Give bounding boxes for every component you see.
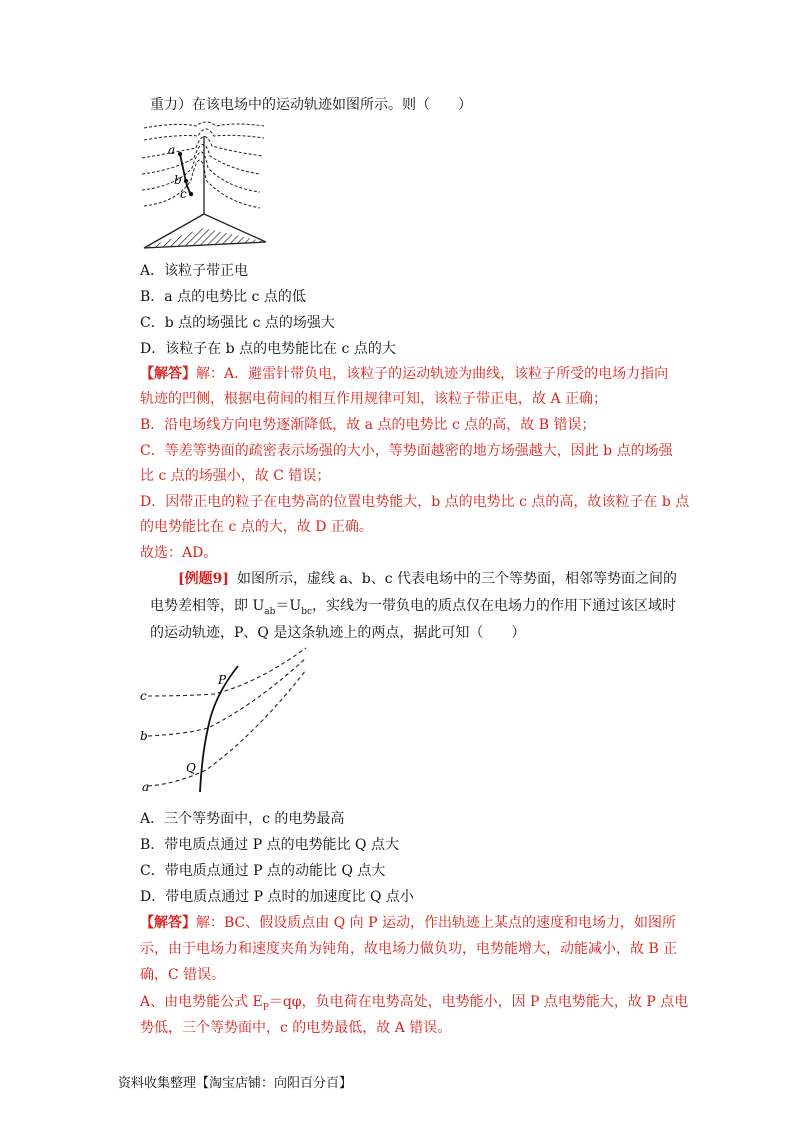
subscript-ab: ab (264, 606, 276, 617)
q9-answer-line-3: 确，C 错误。 (140, 967, 226, 983)
q8-answer-line-7: 的电势能比在 c 点的大，故 D 正确。 (140, 519, 373, 535)
q8-option-c: C．b 点的场强比 c 点的场强大 (140, 315, 335, 331)
q8-answer-line-8: 故选：AD。 (140, 545, 218, 561)
equipotential-b (148, 658, 306, 736)
q9-stem-line-1 (178, 570, 677, 588)
q8-option-d: D．该粒子在 b 点的电势能比在 c 点的大 (140, 341, 396, 357)
label-P: P (218, 673, 227, 687)
equipotential-line (144, 160, 260, 208)
q9-tag: [例题9] (178, 571, 229, 587)
label-a: a (142, 780, 150, 794)
lightning-rod-figure (136, 118, 272, 252)
answer-text: 解：BC、假设质点由 Q 向 P 运动，作出轨迹上某点的速度和电场力，如图所 (196, 915, 676, 931)
q9-stem-line-3: 的运动轨迹，P、Q 是这条轨迹上的两点，据此可知（ ） (150, 625, 526, 641)
answer-tag: 【解答】 (140, 366, 196, 382)
point-a (178, 152, 182, 156)
answer-tag: 【解答】 (140, 915, 196, 931)
answer-text: ＝qφ，负电荷在电势高处，电势能小，因 P 点电势能大，故 P 点电 (268, 994, 689, 1010)
q9-stem-text: 如图所示，虚线 a、b、c 代表电场中的三个等势面，相邻等势面之间的 (237, 571, 678, 587)
q9-answer-line-4 (140, 993, 688, 1011)
q9-option-d: D．带电质点通过 P 点时的加速度比 Q 点小 (140, 889, 414, 905)
point-c (189, 192, 193, 196)
equipotential-figure (136, 644, 316, 796)
q8-answer-line-1 (140, 365, 668, 383)
q9-option-a: A．三个等势面中，c 的电势最高 (140, 811, 345, 827)
equipotential-line (144, 122, 264, 128)
subscript-p: P (262, 1002, 269, 1013)
footer-note: 资料收集整理【淘宝店铺：向阳百分百】 (118, 1076, 353, 1091)
q9-option-b: B．带电质点通过 P 点的电势能比 Q 点大 (140, 837, 399, 853)
point-b (184, 179, 188, 183)
q9-answer-line-1 (140, 914, 676, 932)
equipotential-c (148, 648, 306, 696)
q8-stem-tail: 重力）在该电场中的运动轨迹如图所示。则（ ） (150, 97, 472, 113)
q8-answer-line-4: C．等差等势面的疏密表示场强的大小，等势面越密的地方场强越大，因此 b 点的场强 (140, 443, 673, 459)
q9-answer-line-5: 势低，三个等势面中，c 的电势最低，故 A 错误。 (140, 1020, 452, 1036)
label-b: b (174, 173, 182, 187)
label-c: c (140, 689, 147, 703)
stem-part: 电势差相等，即 U (150, 598, 265, 614)
q8-answer-line-5: 比 c 点的场强小，故 C 错误； (140, 468, 331, 484)
equipotential-a (148, 670, 306, 786)
q8-option-a: A．该粒子带正电 (140, 263, 249, 279)
answer-text: A、由电势能公式 E (140, 994, 263, 1010)
q8-answer-line-2: 轨迹的凹侧，根据电荷间的相互作用规律可知，该粒子带正电，故 A 正确； (140, 391, 608, 407)
equipotential-line (142, 152, 260, 192)
label-b: b (140, 729, 148, 743)
q9-option-c: C．带电质点通过 P 点的动能比 Q 点大 (140, 863, 386, 879)
label-a: a (168, 143, 176, 157)
stem-part: ＝U (275, 598, 302, 614)
q8-answer-line-3: B．沿电场线方向电势逐渐降低，故 a 点的电势比 c 点的高，故 B 错误； (140, 417, 596, 433)
equipotential-line (142, 144, 260, 174)
equipotential-line (142, 136, 262, 158)
subscript-bc: bc (301, 606, 313, 617)
q9-answer-line-2: 示，由于电场力和速度夹角为钝角，故电场力做负功，电势能增大，动能减小，故 B 正 (140, 941, 678, 957)
q9-stem-line-2 (150, 597, 676, 615)
q8-option-b: B．a 点的电势比 c 点的低 (140, 289, 306, 305)
label-c: c (180, 187, 187, 201)
stem-part: ，实线为一带负电的质点仅在电场力的作用下通过该区域时 (312, 598, 677, 614)
label-Q: Q (186, 761, 196, 775)
answer-text: 解：A．避雷针带负电，该粒子的运动轨迹为曲线，该粒子所受的电场力指向 (196, 366, 669, 382)
q8-answer-line-6: D．因带正电的粒子在电势高的位置电势能大，b 点的电势比 c 点的高，故该粒子在 b 点 (140, 494, 690, 510)
